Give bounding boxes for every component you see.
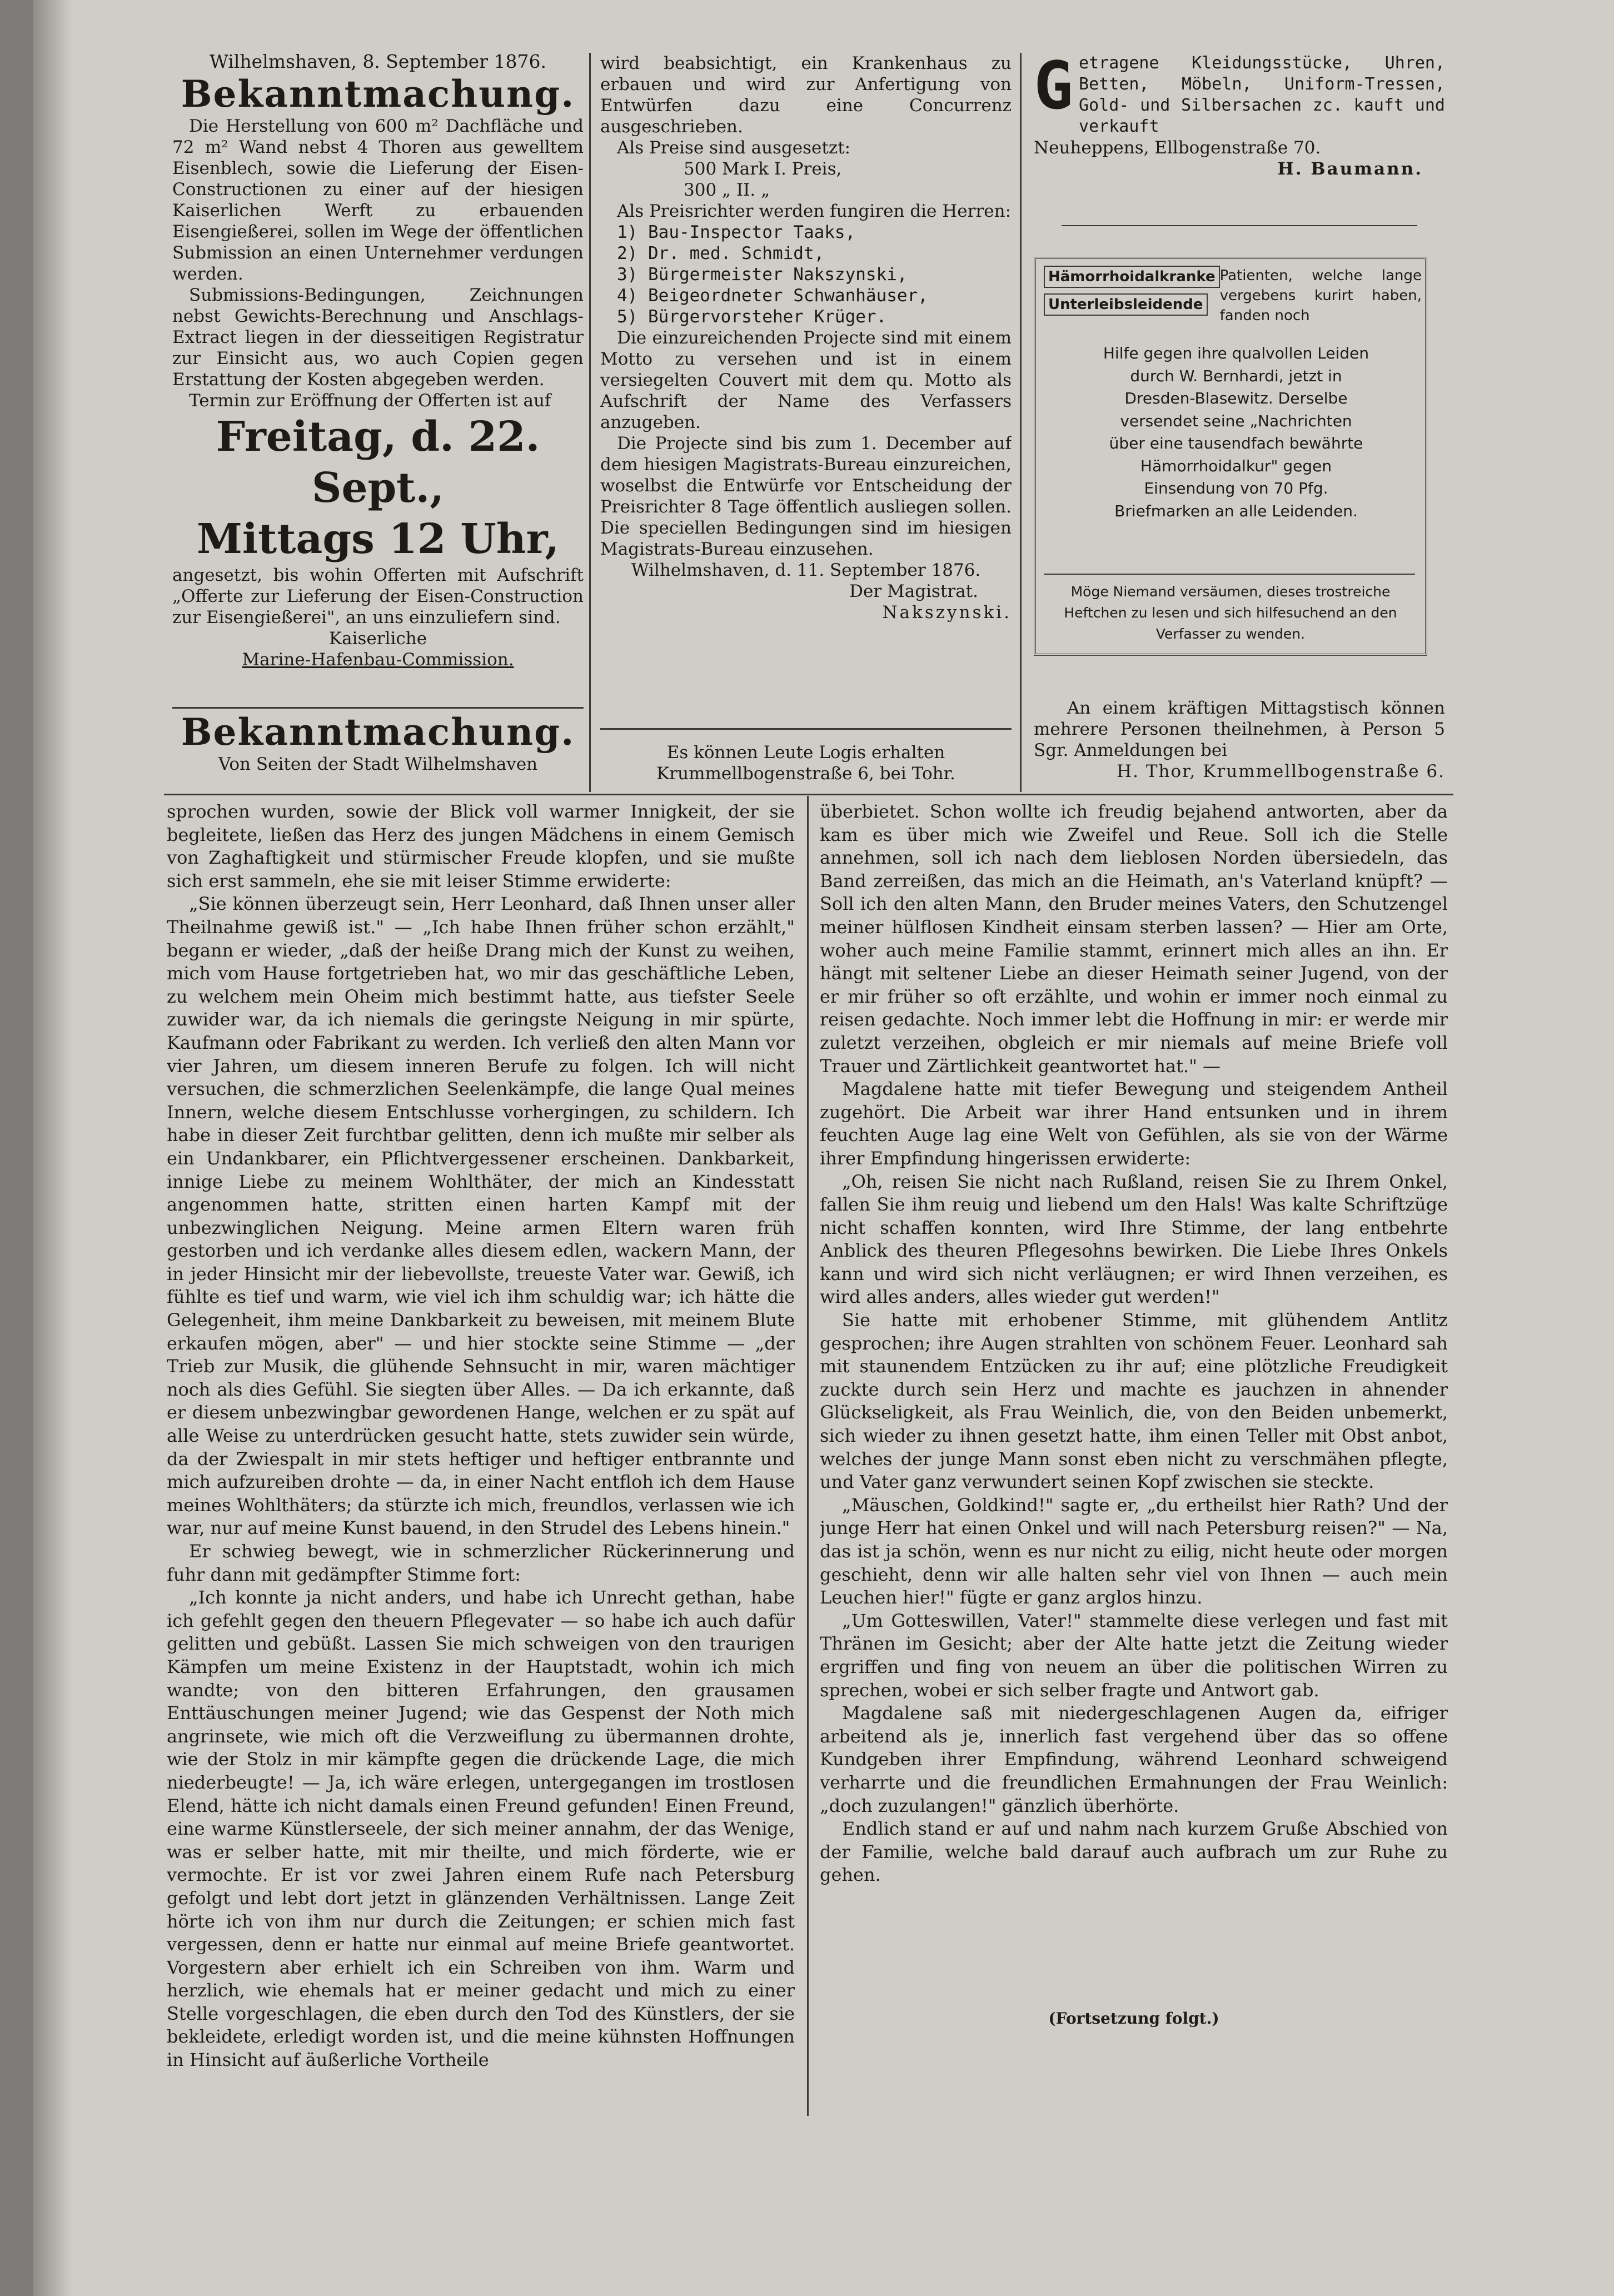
ad-body: Hilfe gegen ihre qualvollen Leiden durch W. Bernhardi, jetzt in Dresden-Blasewitz. Derselbe versendet seine „Nachrichten über eine tausendfach bewährte Hämorrhoidalkur" gegen Einsendung von 70 Pfg. Briefmarken an alle Leidenden. [1103, 344, 1369, 520]
ad-text: An einem kräftigen Mittagstisch können mehrere Personen theilnehmen, à Person 5 Sgr. Anmeldungen bei [1034, 698, 1445, 760]
serial-story-right [820, 800, 1448, 1968]
prize-line: 500 Mark I. Preis, [684, 159, 842, 179]
ad-marine-announcement [172, 51, 584, 707]
signature: Marine-Hafenbau-Commission. [242, 650, 514, 670]
column-rule [807, 796, 809, 2116]
story-paragraph: sprochen wurden, sowie der Blick voll warmer Innigkeit, der sie begleitete, ließen das Herz des jungen Mädchens in einem Gemisch von Zaghaftigkeit und stürmischer Freude klopfen, und sie mußte sich erst sammeln, ehe sie mit leiser Stimme erwiderte: [167, 801, 795, 891]
ad-name: H. Baumann. [1277, 159, 1423, 179]
judge-item: 2) Dr. med. Schmidt, [617, 243, 825, 263]
judge-item: 3) Bürgermeister Nakszynski, [617, 265, 908, 285]
announcement-paragraph: Termin zur Eröffnung der Offerten ist auf [189, 391, 551, 411]
section-divider [164, 794, 1453, 795]
box-divider [1044, 574, 1415, 575]
tag-label: Unterleibsleidende [1044, 293, 1208, 316]
announcement-paragraph: Die einzureichenden Projecte sind mit einem Motto zu versehen und ist in einem versiegelten Couvert mit dem qu. Motto als Aufschrift der Name des Verfassers anzugeben. [600, 328, 1012, 432]
story-paragraph: überbietet. Schon wollte ich freudig bejahend antworten, aber da kam es über mich wie Zweifel und Reue. Soll ich die Stelle annehmen, soll ich nach dem lieblosen Norden übersiedeln, das Band zerreißen, das mich an die Heimath, an's Vaterland knüpft? — Soll ich den alten Mann, den Bruder meines Vaters, den Schutzengel meiner hülflosen Kindheit einsam sterben lassen? — Hier am Orte, woher auch meine Familie stammt, erinnert mich alles an ihn. Er hängt mit seltener Liebe an dieser Heimath seiner Jugend, von der er mir früher so oft erzählte, und wohin er immer noch einmal zu reisen gedachte. Noch immer lebt die Hoffnung in mir: er werde mir zuletzt verzeihen, obgleich er mir niemals auf meine Briefe voll Trauer und Zärtlichkeit geantwortet hat." — [820, 801, 1448, 1077]
ad-lodging [600, 742, 1012, 792]
story-paragraph: Er schwieg bewegt, wie in schmerzlicher Rückerinnerung und fuhr dann mit gedämpfter Stimme fort: [167, 1541, 795, 1585]
judge-item: 4) Beigeordneter Schwanhäuser, [617, 286, 928, 306]
announcement-paragraph: Von Seiten der Stadt Wilhelmshaven [218, 754, 538, 774]
column-rule [589, 53, 591, 792]
announcement-heading: Bekanntmachung. [181, 710, 575, 754]
signature: Der Magistrat. [849, 581, 978, 601]
deadline-time: Mittags 12 Uhr, [197, 515, 559, 563]
story-paragraph: Endlich stand er auf und nahm nach kurzem Gruße Abschied von der Familie, welche bald darauf auch aufbrach um zur Ruhe zu gehen. [820, 1818, 1448, 1886]
judge-item: 1) Bau-Inspector Taaks, [617, 222, 856, 242]
ad-bernhardi-box [1034, 257, 1427, 656]
ad-hospital-competition [600, 53, 1012, 728]
ad-lunch-table [1034, 698, 1445, 792]
story-paragraph: Sie hatte mit erhobener Stimme, mit glühendem Antlitz gesprochen; ihre Augen strahlten von schönem Feuer. Leonhard sah mit staunendem Entzücken zu ihr auf; eine plötzliche Freudigkeit zuckte durch sein Herz und machte es jauchzen in ahnender Glückseligkeit, als Frau Weinlich, die, von den Beiden unbemerkt, sich wieder zu ihnen gesetzt hatte, ihm einen Teller mit Obst anbot, welches der junge Mann sonst eben nicht zu verschmähen pflegte, und Vater ganz verwundert seinen Kopf zwischen sie steckte. [820, 1309, 1448, 1493]
newspaper-page [33, 0, 1614, 2296]
lodging-text: Es können Leute Logis erhalten Krummellbogenstraße 6, bei Tohr. [656, 743, 955, 784]
divider [600, 728, 1012, 730]
signature: Nakszynski. [882, 602, 1012, 622]
ad-text [1034, 53, 1445, 137]
story-paragraph: „Mäuschen, Goldkind!" sagte er, „du ertheilst hier Rath? Und der junge Herr hat einen Onkel und will nach Petersburg reisen?" — Na, das ist ja schön, wenn es nur nicht zu eilig, nicht heute oder morgen geschieht, denn wir alle halten sehr viel von Ihnen — auch mein Leuchen hier!" fügte er ganz arglos hinzu. [820, 1494, 1448, 1608]
ad-name: H. Thor, Krummellbogenstraße 6. [1117, 761, 1445, 781]
announcement-paragraph: Als Preisrichter werden fungiren die Herren: [617, 201, 1012, 221]
announcement-paragraph: Die Projecte sind bis zum 1. December auf dem hiesigen Magistrats-Bureau einzureichen, woselbst die Entwürfe vor Entscheidung der Preisrichter 8 Tage öffentlich ausliegen sollen. Die speciellen Bedingungen sind im hiesigen Magistrats-Bureau einzusehen. [600, 434, 1012, 559]
column-rule [1020, 53, 1022, 792]
ad-footer: Möge Niemand versäumen, dieses trostreiche Heftchen zu lesen und sich hilfesuchend an den Verfasser zu wenden. [1064, 584, 1397, 642]
divider [1062, 225, 1417, 226]
dateline: Wilhelmshaven, 8. September 1876. [209, 51, 547, 72]
story-paragraph: „Um Gotteswillen, Vater!" stammelte diese verlegen und fast mit Thränen im Gesicht; aber der Alte hatte jetzt die Zeitung wieder ergriffen und fing von neuem an über die politischen Wirren zu sprechen, wobei er sich selber fragte und Antwort gab. [820, 1610, 1448, 1701]
announcement-paragraph: Die Herstellung von 600 m² Dachfläche und 72 m² Wand nebst 4 Thoren aus gewelltem Eisenblech, sowie die Lieferung der Eisen-Constructionen zu einer auf der hiesigen Kaiserlichen Werft zu erbauenden Eisengießerei, sollen im Wege der öffentlichen Submission an einen Unternehmer verdungen werden. [172, 116, 584, 284]
initial-letter: G [1034, 53, 1074, 124]
story-paragraph: Magdalene saß mit niedergeschlagenen Augen da, eifriger arbeitend als je, innerlich fast vergehend über das so offene Kundgeben ihrer Empfindung, während Leonhard schweigend verharrte und die freundlichen Ermahnungen der Frau Weinlich: „doch zuzulangen!" gänzlich überhörte. [820, 1702, 1448, 1816]
tag-label: Hämorrhoidalkranke [1044, 266, 1220, 288]
deadline-date: Freitag, d. 22. Sept., [216, 413, 540, 512]
prize-line: 300 „ II. „ [684, 180, 770, 200]
dateline: Wilhelmshaven, d. 11. September 1876. [631, 560, 981, 580]
ad-city-announcement [172, 710, 584, 794]
story-paragraph: „Oh, reisen Sie nicht nach Rußland, reisen Sie zu Ihrem Onkel, fallen Sie ihm reuig und liebend um den Hals! Was kalte Schriftzüge nicht schaffen konnten, wird Ihre Stimme, der lang entbehrte Anblick des theuren Pflegesohns bewirken. Die Liebe Ihres Onkels kann und wird sich nicht verläugnen; er wird Ihnen verzeihen, es wird alles anders, alles wieder gut werden!" [820, 1171, 1448, 1308]
ad-side-text: Patienten, welche lange vergebens kurirt haben, fanden noch [1219, 267, 1422, 324]
ad-header [1044, 266, 1422, 326]
divider [172, 707, 584, 709]
serial-story-left [167, 800, 795, 2112]
story-paragraph: „Sie können überzeugt sein, Herr Leonhard, daß Ihnen unser aller Theilnahme gewiß ist." — „Ich habe Ihnen früher schon erzählt," begann er wieder, „daß der heiße Drang mich der Kunst zu weihen, mich vom Hause fortgetrieben hat, wo mir das geschäftliche Leben, zu welchem mein Oheim mich bestimmt hatte, aus tiefster Seele zuwider war, da ich niemals die geringste Neigung in mir spürte, Kaufmann oder Fabrikant zu werden. Ich verließ den alten Mann vor vier Jahren, um diesem inneren Berufe zu folgen. Ich will nicht versuchen, die schmerzlichen Seelenkämpfe, die lange Qual meines Innern, welche diesem Entschlusse vorhergingen, zu schildern. Ich habe in dieser Zeit furchtbar gelitten, denn ich mußte mir selber als ein Undankbarer, ein Pflichtvergessener erscheinen. Dankbarkeit, innige Liebe zu meinem Wohlthäter, der mich an Kindesstatt angenommen hatte, stritten einen harten Kampf mit der unbezwinglichen Neigung. Meine armen Eltern waren früh gestorben und ich verdanke alles diesem edlen, wackern Mann, der in jeder Hinsicht mir der liebevollste, treueste Vater war. Gewiß, ich fühlte es tief und warm, wie viel ich ihm schuldig war; ich hätte die Gelegenheit, ihm meine Dankbarkeit zu beweisen, mit meinem Blute erkaufen mögen, aber" — und hier stockte seine Stimme — „der Trieb zur Musik, die glühende Sehnsucht in mir, waren mächtiger noch als dies Gefühl. Sie siegten über Alles. — Da ich erkannte, daß er diesem unbezwingbar gewordenen Hange, welchen er zu spät auf alle Weise zu unterdrücken gesucht hatte, stets zuwider sein würde, da der Zwiespalt in mir stets heftiger und heftiger entbrannte und mich aufzureiben drohte — da, in einer Nacht entfloh ich dem Hause meines Wohlthäters; da stürzte ich mich, freundlos, verlassen wie ich war, nur auf meine Kunst bauend, in den Strudel des Lebens hinein." [167, 893, 795, 1539]
judge-item: 5) Bürgervorsteher Krüger. [617, 307, 887, 327]
announcement-paragraph: wird beabsichtigt, ein Krankenhaus zu erbauen und wird zur Anfertigung von Entwürfen dazu eine Concurrenz ausgeschrieben. [600, 53, 1012, 137]
announcement-paragraph: Submissions-Bedingungen, Zeichnungen nebst Gewichts-Berechnung und Anschlags-Extract liegen in der diesseitigen Registratur zur Einsicht aus, wo auch Copien gegen Erstattung der Kosten abgegeben werden. [172, 285, 584, 390]
continuation-note: (Fortsetzung folgt.) [1048, 2009, 1219, 2028]
announcement-paragraph: Als Preise sind ausgesetzt: [617, 138, 851, 158]
story-paragraph: „Ich konnte ja nicht anders, und habe ich Unrecht gethan, habe ich gefehlt gegen den theuern Pflegevater — so habe ich auch dafür gelitten und gebüßt. Lassen Sie mich schweigen von den traurigen Kämpfen um meine Existenz in der Hauptstadt, wohin ich mich wandte; von den bitteren Erfahrungen, den grausamen Enttäuschungen meiner Jugend; wie das Gespenst der Noth mich angrinsete, wie mich oft die Verzweiflung zu übermannen drohte, wie der Stolz in mir kämpfte gegen die drückende Lage, die mich niederbeugte! — Ja, ich wäre erlegen, untergegangen im trostlosen Elend, hätte ich nicht damals einen Freund gefunden! Einen Freund, eine warme Künstlerseele, der sich meiner annahm, der das Wenige, was er selber hatte, mit mir theilte, und mich förderte, wie er vermochte. Er ist vor zwei Jahren einem Rufe nach Petersburg gefolgt und lebt dort jetzt in glänzenden Verhältnissen. Lange Zeit hörte ich von ihm nur durch die Zeitungen; er schien mich fast vergessen, denn er hatte nur einmal auf meine Briefe geantwortet. Vorgestern aber erhielt ich ein Schreiben von ihm. Warm und herzlich, wie ehemals hat er meiner gedacht und mich zu einer Stelle vorgeschlagen, die eben durch den Tod des Künstlers, der sie bekleidete, erledigt worden ist, und die meine kühnsten Hoffnungen in Hinsicht auf äußerliche Vortheile [167, 1587, 795, 2071]
signature: Kaiserliche [328, 629, 427, 649]
announcement-paragraph: angesetzt, bis wohin Offerten mit Aufschrift „Offerte zur Lieferung der Eisen-Construction zur Eisengießerei", an uns einzuliefern sind. [172, 565, 584, 627]
ad-address: Neuheppens, Ellbogenstraße 70. [1034, 138, 1321, 158]
ad-baumann [1034, 53, 1445, 220]
story-paragraph: Magdalene hatte mit tiefer Bewegung und steigendem Antheil zugehört. Die Arbeit war ihrer Hand entsunken und in ihrem feuchten Auge lag eine Welt von Gefühlen, als sie von der Wärme ihrer Empfindung hingerissen erwiderte: [820, 1078, 1448, 1169]
ad-body: etragene Kleidungsstücke, Uhren, Betten, Möbeln, Uniform-Tressen, Gold- und Silbersachen zc. kauft und verkauft [1079, 53, 1445, 136]
announcement-heading: Bekanntmachung. [181, 72, 575, 116]
